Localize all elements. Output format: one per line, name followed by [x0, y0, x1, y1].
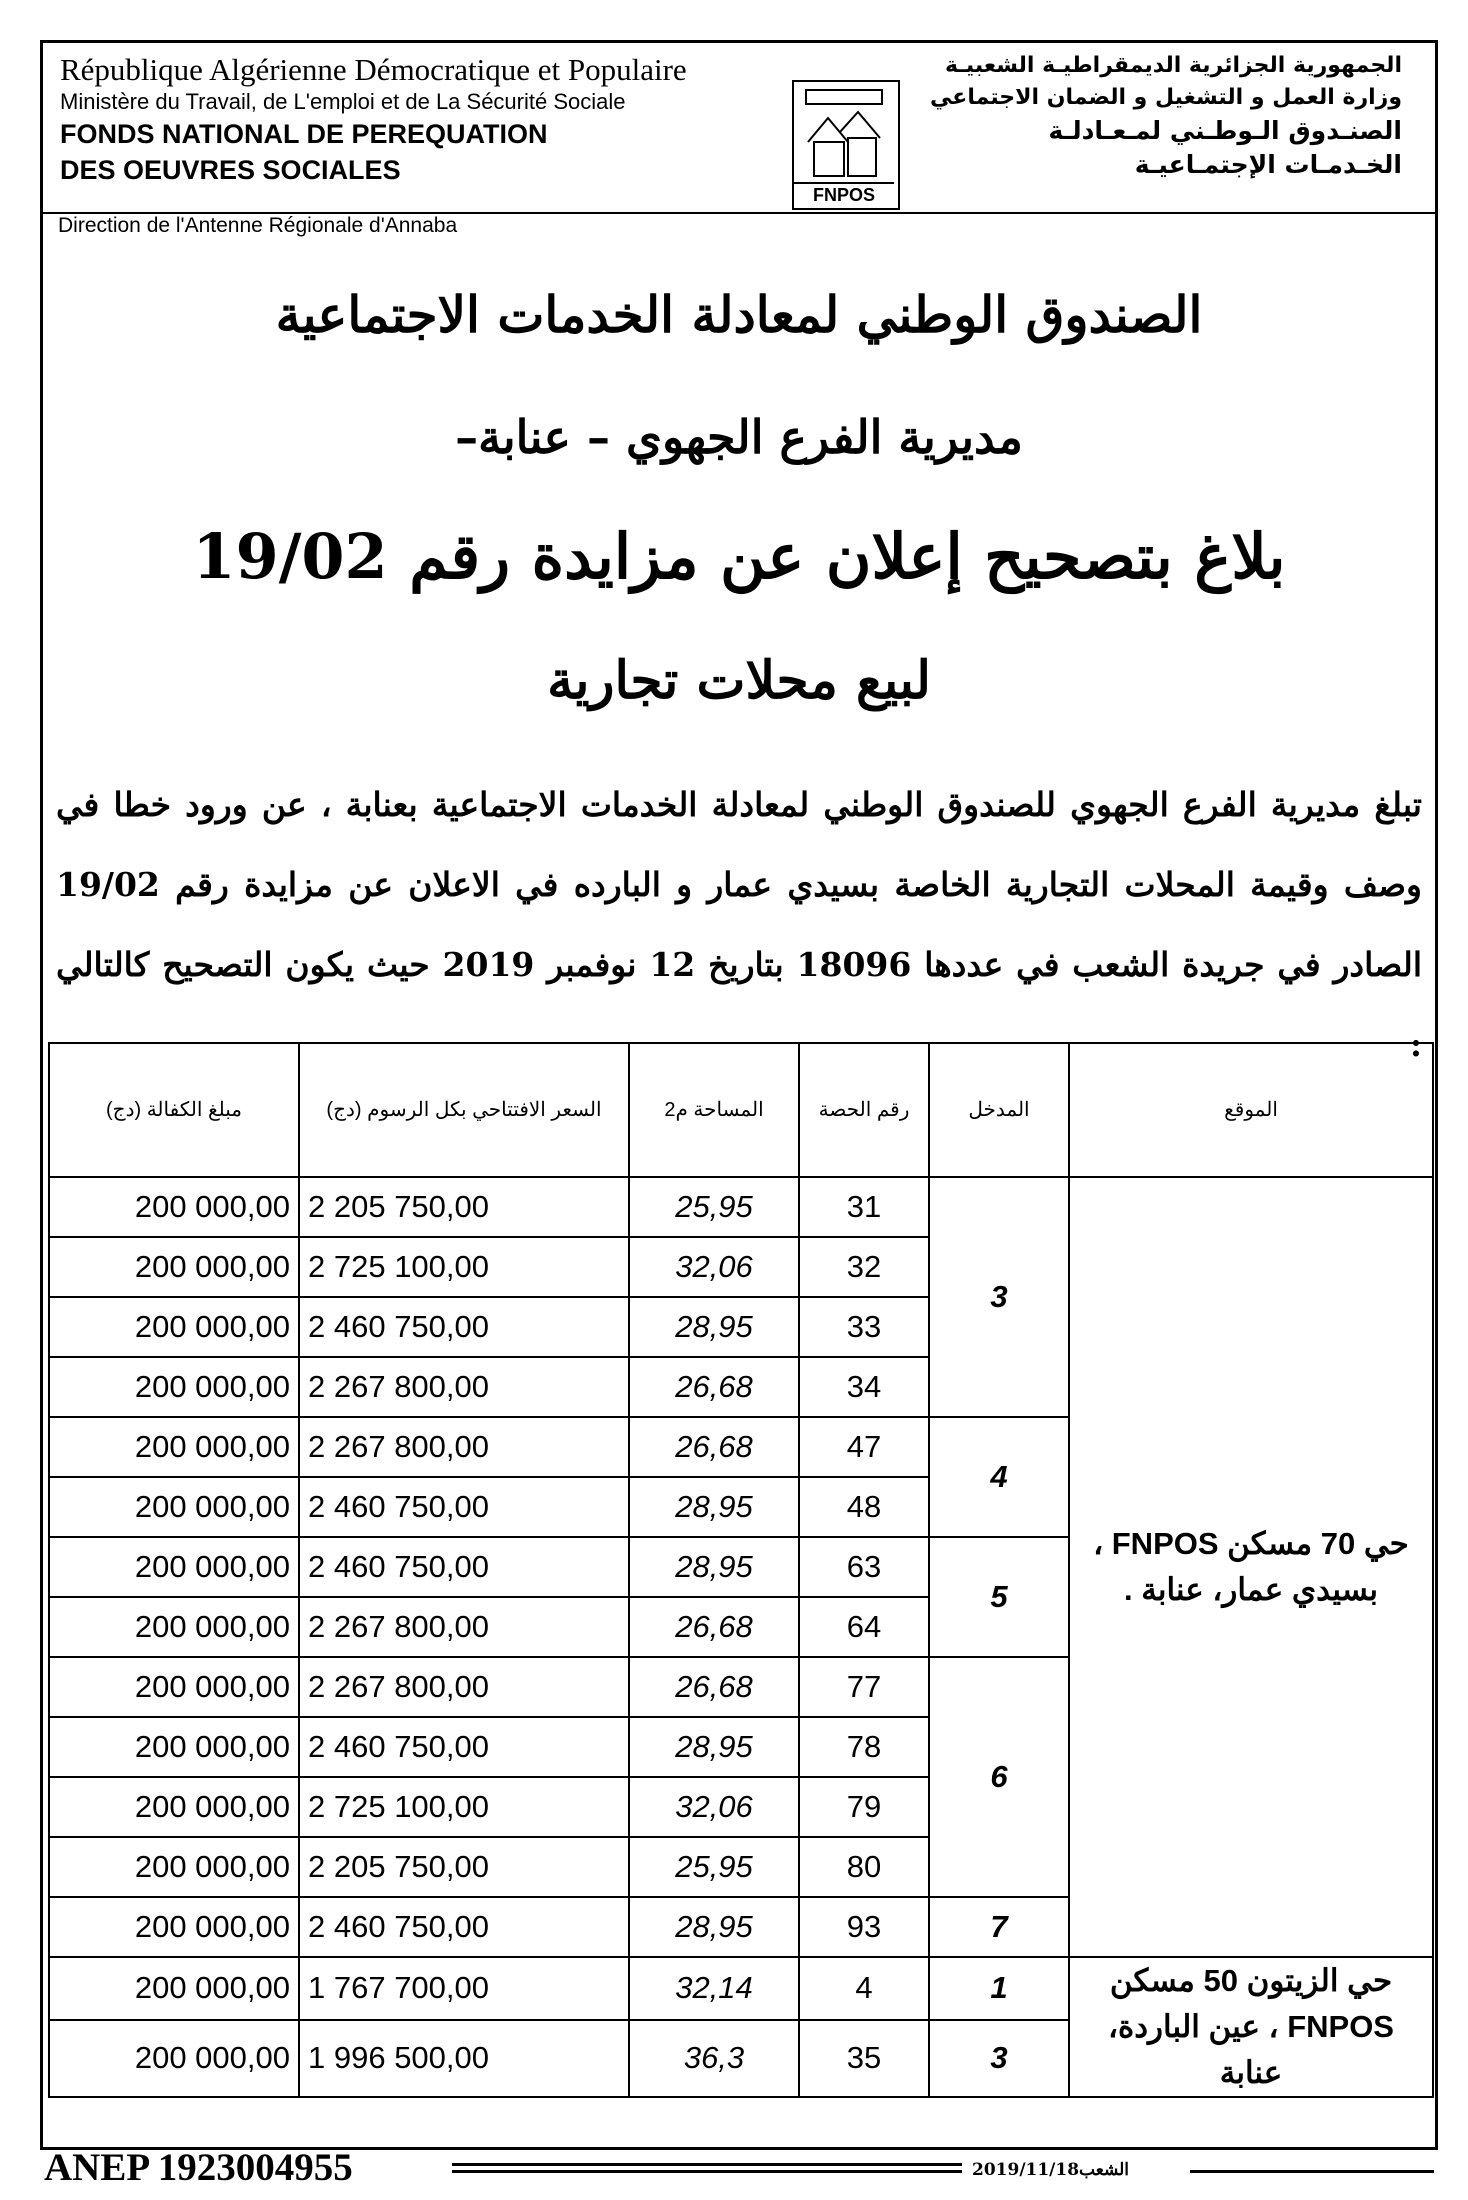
lot-cell: 4	[799, 1957, 929, 2020]
area-cell: 26,68	[629, 1597, 799, 1657]
price-cell: 2 460 750,00	[299, 1717, 629, 1777]
deposit-cell: 200 000,00	[49, 1417, 299, 1477]
deposit-cell: 200 000,00	[49, 1717, 299, 1777]
deposit-cell: 200 000,00	[49, 1357, 299, 1417]
deposit-cell: 200 000,00	[49, 1657, 299, 1717]
header-entrance: المدخل	[929, 1043, 1069, 1177]
entrance-cell: 3	[929, 1177, 1069, 1417]
footer-rule-left	[452, 2163, 962, 2166]
header-deposit: مبلغ الكفالة (دج)	[49, 1043, 299, 1177]
deposit-cell: 200 000,00	[49, 1477, 299, 1537]
price-cell: 2 205 750,00	[299, 1837, 629, 1897]
header-lot: رقم الحصة	[799, 1043, 929, 1177]
lot-cell: 32	[799, 1237, 929, 1297]
lot-cell: 48	[799, 1477, 929, 1537]
notice-paragraph: تبلغ مديرية الفرع الجهوي للصندوق الوطني لمعادلة الخدمات الاجتماعية بعنابة ، عن ورود خطا في وصف وقيمة المحلات التجارية الخاصة بسيدي عمار و البارده في الاعلان عن مزايدة رقم 19/02 الصادر في جريدة الشعب في عددها 18096 بتاريخ 12 نوفمبر 2019 حيث يكون التصحيح كالتالي :	[56, 785, 1422, 1064]
price-cell: 2 460 750,00	[299, 1297, 629, 1357]
ministry-ar: وزارة العمل و التشغيل و الضمان الاجتماعي	[930, 85, 1402, 110]
lots-table	[48, 1042, 1434, 2098]
deposit-cell: 200 000,00	[49, 1297, 299, 1357]
deposit-cell: 200 000,00	[49, 1897, 299, 1957]
area-cell: 32,06	[629, 1777, 799, 1837]
price-cell: 1 996 500,00	[299, 2020, 629, 2097]
price-cell: 2 460 750,00	[299, 1477, 629, 1537]
header-french	[60, 52, 780, 188]
lot-cell: 47	[799, 1417, 929, 1477]
entrance-cell: 7	[929, 1897, 1069, 1957]
deposit-cell: 200 000,00	[49, 1237, 299, 1297]
lot-cell: 78	[799, 1717, 929, 1777]
deposit-cell: 200 000,00	[49, 1597, 299, 1657]
area-cell: 36,3	[629, 2020, 799, 2097]
price-cell: 2 205 750,00	[299, 1177, 629, 1237]
table-row	[49, 1957, 1433, 2020]
newspaper-date: الشعب2019/11/18	[972, 2160, 1130, 2180]
price-cell: 2 267 800,00	[299, 1357, 629, 1417]
deposit-cell: 200 000,00	[49, 1957, 299, 2020]
price-cell: 2 725 100,00	[299, 1777, 629, 1837]
entrance-cell: 4	[929, 1417, 1069, 1537]
table-header-row	[49, 1043, 1433, 1177]
area-cell: 32,06	[629, 1237, 799, 1297]
deposit-cell: 200 000,00	[49, 1777, 299, 1837]
table-row	[49, 1177, 1433, 1237]
lot-cell: 31	[799, 1177, 929, 1237]
area-cell: 32,14	[629, 1957, 799, 2020]
lot-cell: 64	[799, 1597, 929, 1657]
deposit-cell: 200 000,00	[49, 2020, 299, 2097]
republic-ar: الجمهورية الجزائرية الديمقراطيـة الشعبيـة	[945, 53, 1402, 78]
title-fund: الصندوق الوطني لمعادلة الخدمات الاجتماعية	[275, 285, 1203, 344]
entrance-cell: 1	[929, 1957, 1069, 2020]
regional-direction: Direction de l'Antenne Régionale d'Annaba	[58, 214, 458, 237]
lot-cell: 34	[799, 1357, 929, 1417]
republic-fr: République Algérienne Démocratique et Populaire	[60, 52, 687, 87]
area-cell: 26,68	[629, 1357, 799, 1417]
deposit-cell: 200 000,00	[49, 1177, 299, 1237]
area-cell: 28,95	[629, 1537, 799, 1597]
header-area: المساحة م2	[629, 1043, 799, 1177]
area-cell: 25,95	[629, 1837, 799, 1897]
header-location: الموقع	[1069, 1043, 1433, 1177]
anep-code: ANEP 1923004955	[44, 2146, 353, 2189]
location-cell: حي 70 مسكن FNPOS ، بسيدي عمار، عنابة .	[1069, 1177, 1433, 1957]
fund-ar-line1: الصنـدوق الـوطـني لمـعـادلـة	[1048, 116, 1402, 145]
footer-rule-left-2	[452, 2170, 962, 2173]
lot-cell: 93	[799, 1897, 929, 1957]
price-cell: 2 267 800,00	[299, 1597, 629, 1657]
lot-cell: 77	[799, 1657, 929, 1717]
area-cell: 28,95	[629, 1717, 799, 1777]
header-arabic	[842, 50, 1402, 182]
lot-cell: 79	[799, 1777, 929, 1837]
entrance-cell: 3	[929, 2020, 1069, 2097]
price-cell: 1 767 700,00	[299, 1957, 629, 2020]
fund-fr-line1: FONDS NATIONAL DE PEREQUATION	[60, 119, 548, 149]
entrance-cell: 6	[929, 1657, 1069, 1897]
area-cell: 28,95	[629, 1897, 799, 1957]
lot-cell: 33	[799, 1297, 929, 1357]
footer-rule-right	[1190, 2170, 1434, 2173]
lot-cell: 35	[799, 2020, 929, 2097]
price-cell: 2 267 800,00	[299, 1417, 629, 1477]
deposit-cell: 200 000,00	[49, 1537, 299, 1597]
ministry-fr: Ministère du Travail, de L'emploi et de La Sécurité Sociale	[60, 89, 626, 114]
price-cell: 2 267 800,00	[299, 1657, 629, 1717]
lot-cell: 63	[799, 1537, 929, 1597]
logo-caption: FNPOS	[794, 182, 894, 206]
title-notice: بلاغ بتصحيح إعلان عن مزايدة رقم 19/02	[192, 520, 1286, 593]
deposit-cell: 200 000,00	[49, 1837, 299, 1897]
title-subject: لبيع محلات تجارية	[547, 650, 931, 711]
area-cell: 26,68	[629, 1657, 799, 1717]
price-cell: 2 460 750,00	[299, 1537, 629, 1597]
entrance-cell: 5	[929, 1537, 1069, 1657]
fund-fr-line2: DES OEUVRES SOCIALES	[60, 155, 401, 185]
area-cell: 25,95	[629, 1177, 799, 1237]
area-cell: 28,95	[629, 1477, 799, 1537]
fund-ar-line2: الخـدمـات الإجتمـاعيـة	[1134, 150, 1402, 179]
price-cell: 2 460 750,00	[299, 1897, 629, 1957]
lot-cell: 80	[799, 1837, 929, 1897]
area-cell: 26,68	[629, 1417, 799, 1477]
header-price: السعر الافتتاحي بكل الرسوم (دج)	[299, 1043, 629, 1177]
location-cell: حي الزيتون 50 مسكن FNPOS ، عين الباردة، عنابة	[1069, 1957, 1433, 2097]
title-directorate: مديرية الفرع الجهوي – عنابة–	[455, 410, 1023, 464]
price-cell: 2 725 100,00	[299, 1237, 629, 1297]
area-cell: 28,95	[629, 1297, 799, 1357]
